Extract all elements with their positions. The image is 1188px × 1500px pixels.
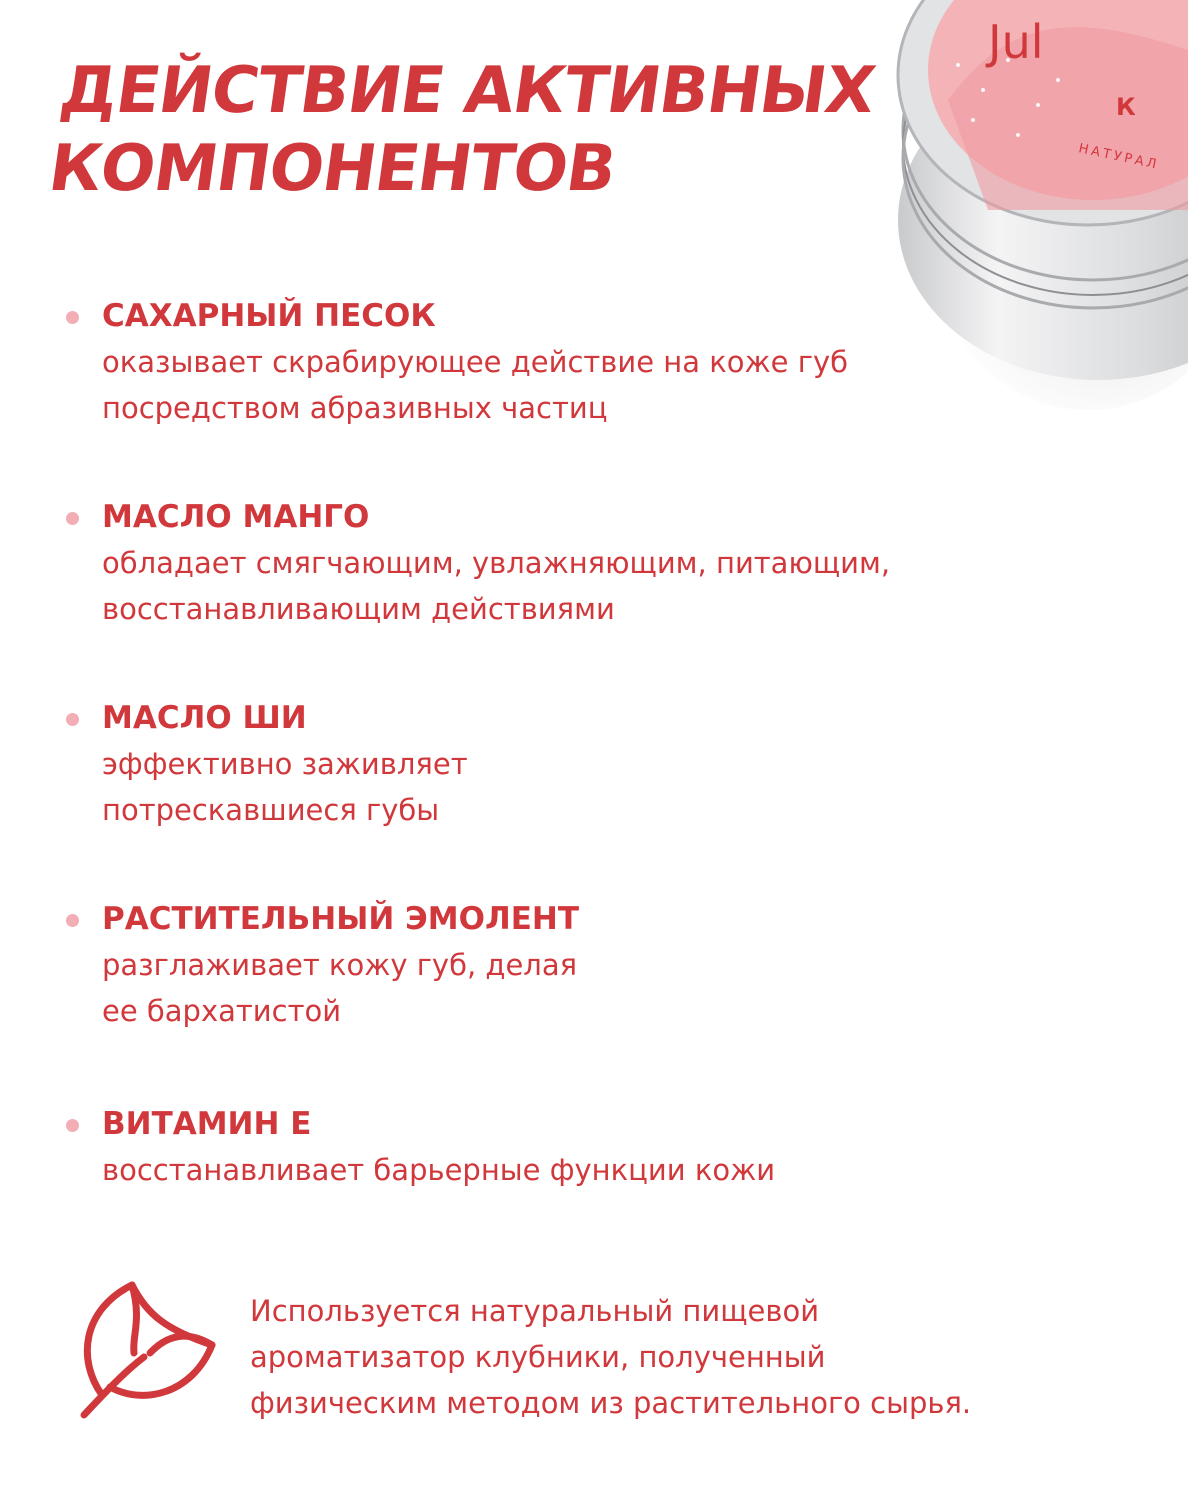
description-line: оказывает скрабирующее действие на коже губ [102,345,848,379]
bullet-dot [66,914,79,927]
bullet-dot [66,311,79,324]
leaf-icon [72,1275,222,1425]
bullet-dot [66,713,79,726]
description-line: эффективно заживляет [102,747,468,781]
component-name: МАСЛО МАНГО [102,499,370,535]
footer-line: физическим методом из растительного сырья. [250,1386,972,1420]
product-tin-image [888,0,1188,390]
component-name: САХАРНЫЙ ПЕСОК [102,298,436,334]
tin-label-text: К [1116,93,1136,121]
description-line: разглаживает кожу губ, делая [102,948,578,982]
description-line: обладает смягчающим, увлажняющим, питающим, [102,546,891,580]
component-name: ВИТАМИН Е [102,1106,312,1142]
footer-line: Используется натуральный пищевой [250,1294,820,1328]
bullet-dot [66,512,79,525]
description-line: восстанавливающим действиями [102,592,615,626]
description-line: посредством абразивных частиц [102,391,608,425]
component-description [102,339,848,431]
component-name: РАСТИТЕЛЬНЫЙ ЭМОЛЕНТ [102,901,580,937]
page-title [44,52,906,208]
bullet-dot [66,1119,79,1132]
title-line-2: КОМПОНЕНТОВ [44,132,620,206]
description-line: ее бархатистой [102,994,342,1028]
tin-subline-text: НАТУРАЛ [1077,141,1161,173]
footer-line: ароматизатор клубники, полученный [250,1340,826,1374]
component-description [102,540,890,632]
component-description [102,942,577,1034]
footer-note [250,1288,971,1426]
description-line: восстанавливает барьерные функции кожи [102,1153,776,1187]
component-description [102,1147,775,1193]
component-description [102,741,468,833]
component-name: МАСЛО ШИ [102,700,307,736]
tin-brand-text: Jul [988,15,1044,69]
description-line: потрескавшиеся губы [102,793,440,827]
title-line-1: ДЕЙСТВИЕ АКТИВНЫХ [55,54,880,128]
